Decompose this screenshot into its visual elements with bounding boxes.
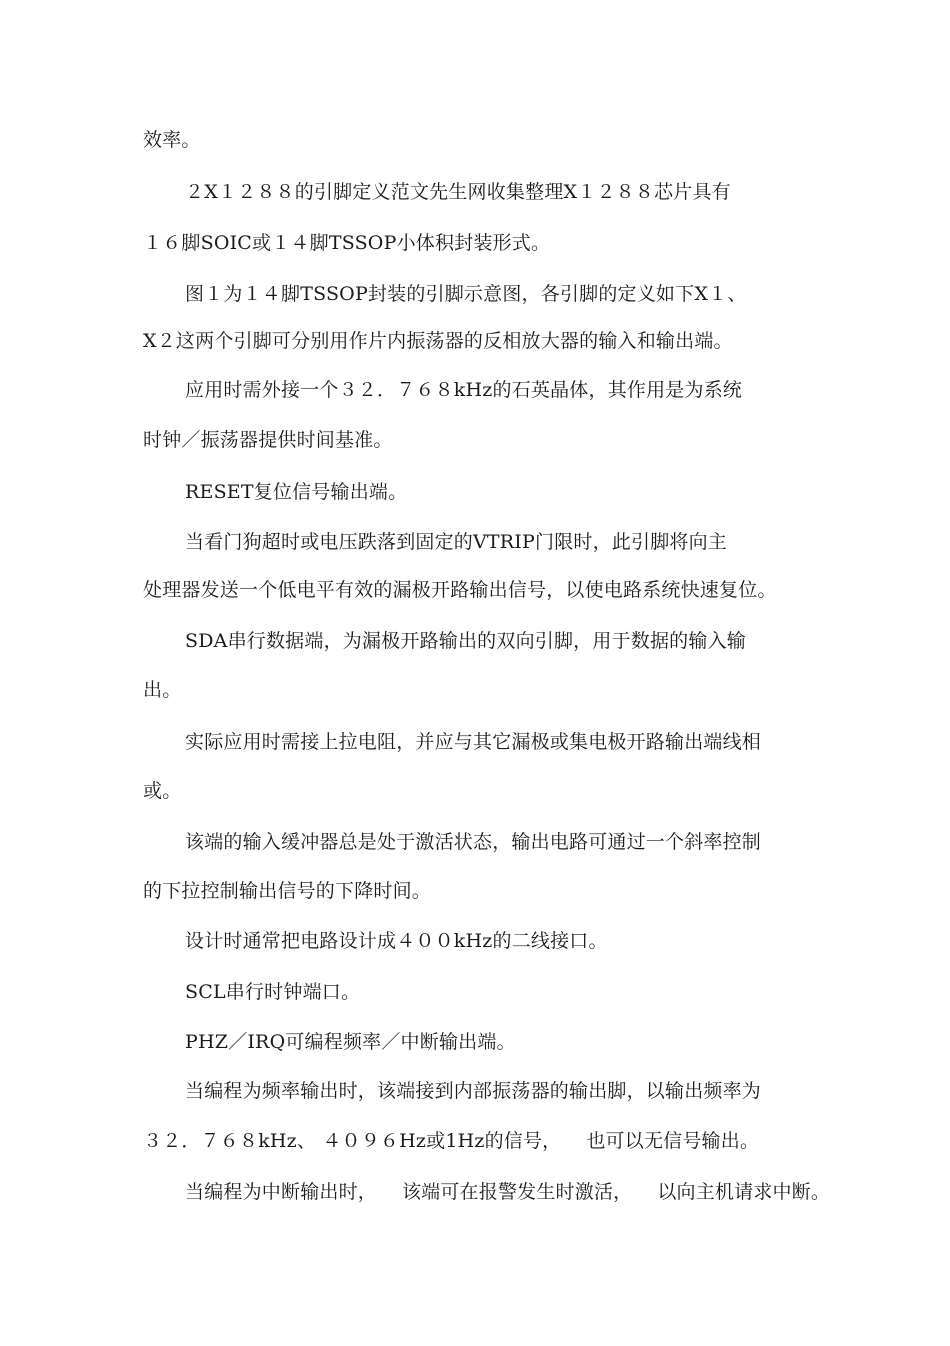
text-line: 处理器发送一个低电平有效的漏极开路输出信号，以使电路系统快速复位。 [143, 579, 777, 601]
text-line: 图１为１４脚TSSOP封装的引脚示意图，各引脚的定义如下X１、 [185, 283, 747, 305]
text-line: 或。 [143, 780, 182, 802]
text-line: 实际应用时需接上拉电阻，并应与其它漏极或集电极开路输出端线相 [185, 731, 762, 753]
text-line: 出。 [143, 679, 182, 701]
text-line: 当看门狗超时或电压跌落到固定的VTRIP门限时，此引脚将向主 [185, 531, 727, 553]
text-line: 时钟／振荡器提供时间基准。 [143, 429, 393, 451]
text-line: 当编程为频率输出时，该端接到内部振荡器的输出脚，以输出频率为 [185, 1080, 762, 1102]
text-line: 效率。 [143, 129, 201, 151]
text-line: 该端的输入缓冲器总是处于激活状态，输出电路可通过一个斜率控制 [185, 831, 762, 853]
text-line: 设计时通常把电路设计成４００kHz的二线接口。 [185, 930, 608, 952]
text-line: 当编程为中断输出时， 该端可在报警发生时激活， 以向主机请求中断。 [185, 1181, 831, 1203]
text-line: ２X１２８８的引脚定义范文先生网收集整理X１２８８芯片具有 [185, 181, 731, 203]
text-line: ３２．７６８kHz、 ４０９６Hz或1Hz的信号， 也可以无信号输出。 [143, 1130, 760, 1152]
text-line: RESET复位信号输出端。 [185, 481, 408, 503]
text-line: 应用时需外接一个３２．７６８kHz的石英晶体，其作用是为系统 [185, 379, 743, 401]
text-line: SCL串行时钟端口。 [185, 981, 361, 1003]
text-line: １６脚SOIC或１４脚TSSOP小体积封装形式。 [143, 232, 551, 254]
text-line: X２这两个引脚可分别用作片内振荡器的反相放大器的输入和输出端。 [143, 330, 733, 352]
text-line: PHZ／IRQ可编程频率／中断输出端。 [185, 1031, 516, 1053]
text-line: SDA串行数据端，为漏极开路输出的双向引脚，用于数据的输入输 [185, 630, 746, 652]
text-line: 的下拉控制输出信号的下降时间。 [143, 880, 432, 902]
